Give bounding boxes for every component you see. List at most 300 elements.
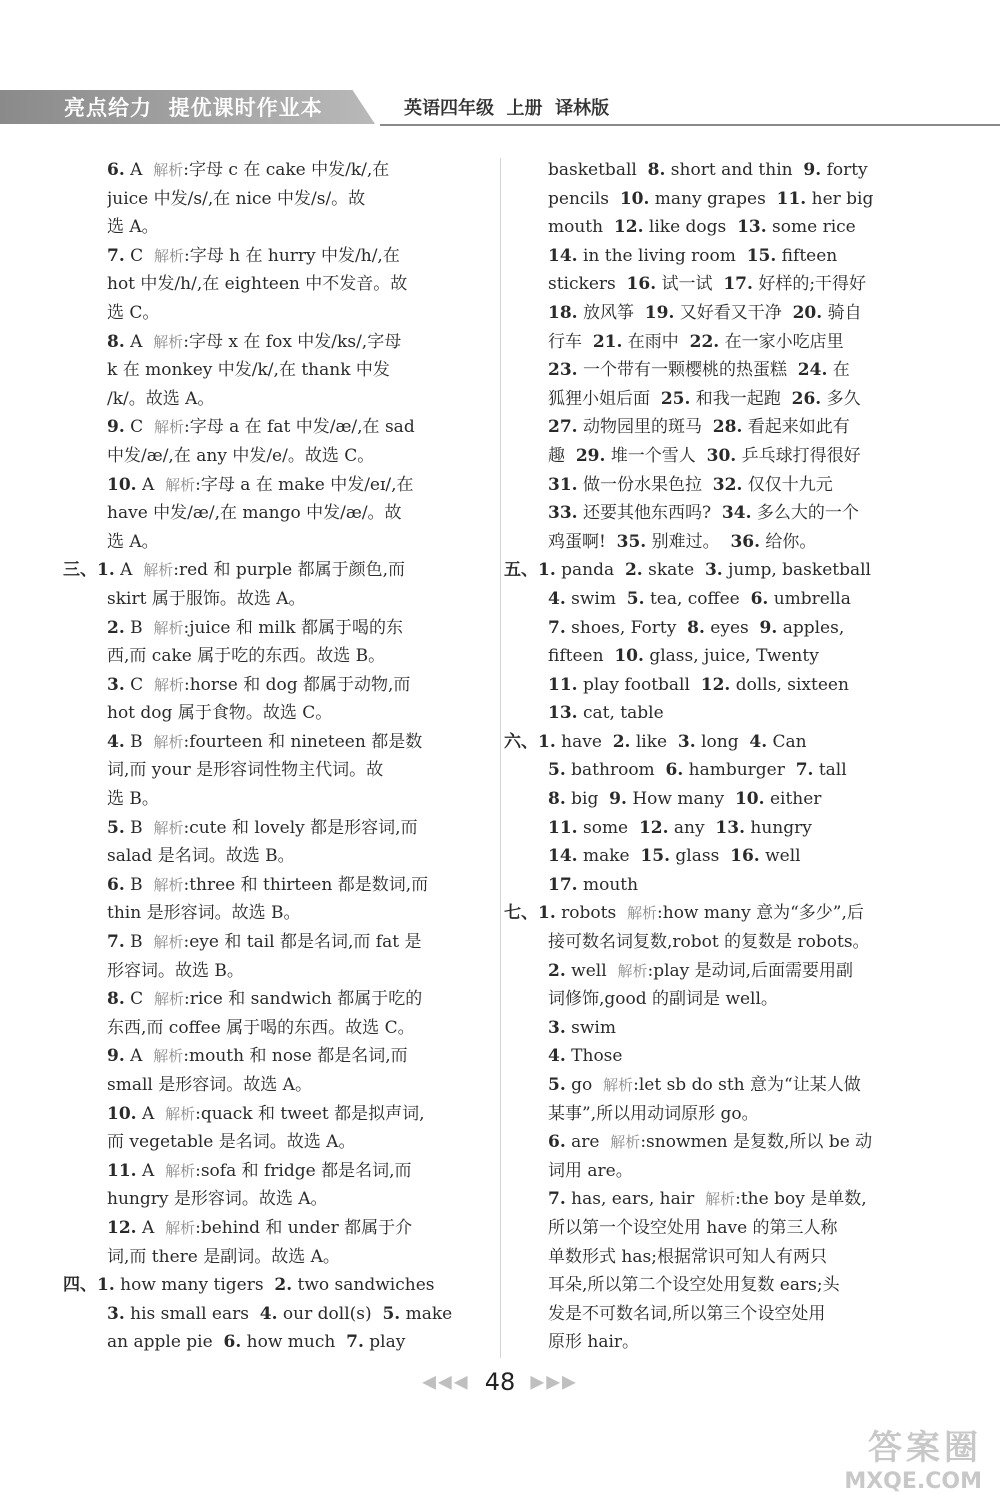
item-number: 5. (548, 760, 566, 781)
column-divider (500, 158, 501, 1358)
answer-text: 和我一起跑 (690, 388, 792, 409)
answer-text: :eye 和 tail 都是名词,而 fat 是 (183, 932, 422, 953)
answer-line (548, 185, 918, 214)
answer-text: his small ears (124, 1303, 260, 1324)
answer-text: 单数形式 has;根据常识可知人有两只 (548, 1246, 827, 1267)
item-number: 3. (107, 1303, 125, 1324)
answer-line (107, 413, 477, 442)
answer-text: skirt 属于服饰。故选 A。 (107, 588, 306, 609)
item-number: 32. (712, 474, 743, 495)
item-number: 5. (107, 817, 125, 838)
answer-text: How many (626, 789, 735, 810)
answer-text: B (124, 617, 154, 638)
answer-text: 别难过。 (646, 531, 731, 552)
answer-line (548, 385, 918, 414)
item-number: 6. (223, 1332, 242, 1353)
answer-line (107, 785, 477, 814)
answer-text: :let sb do sth 意为“让某人做 (633, 1075, 861, 1095)
answer-line (548, 1214, 918, 1243)
watermark-text: 答案圈 (868, 1428, 982, 1468)
answer-line (107, 842, 477, 871)
answer-text: 在 (827, 360, 850, 381)
answer-line (548, 642, 918, 671)
answer-text: two sandwiches (292, 1275, 435, 1296)
answer-text: 而 vegetable 是名词。故选 A。 (107, 1132, 356, 1153)
answer-text: short and thin (665, 160, 804, 180)
answer-line (107, 1243, 477, 1272)
item-number: 8. (107, 989, 125, 1010)
item-number: 16. (730, 846, 760, 867)
answer-text: salad 是名词。故选 B。 (107, 846, 295, 867)
answer-text: :字母 a 在 fat 中发/æ/,在 sad (183, 417, 415, 438)
item-number: 14. (548, 245, 578, 266)
answer-text: 中发/æ/,在 any 中发/e/。故选 C。 (107, 445, 375, 466)
answer-line (548, 1300, 918, 1329)
answer-text: :mouth 和 nose 都是名词,而 (183, 1046, 408, 1067)
answer-line (107, 671, 477, 700)
answer-text: any (668, 817, 716, 838)
answer-line (107, 1300, 477, 1329)
answer-line (107, 985, 477, 1014)
answer-text: A (136, 1160, 166, 1181)
item-number: 18. (548, 302, 578, 323)
analysis-tag: 解析 (705, 1190, 736, 1209)
answer-line (548, 1128, 918, 1157)
analysis-tag: 解析 (627, 904, 658, 923)
answer-text: 乒乓球打得很好 (736, 445, 861, 466)
answer-line (548, 871, 918, 900)
answer-text: fifteen (776, 245, 838, 266)
answer-text: make (400, 1303, 453, 1324)
answer-text: small 是形容词。故选 A。 (107, 1075, 312, 1095)
item-number: 4. (749, 731, 768, 752)
analysis-tag: 解析 (153, 732, 184, 751)
answer-line (107, 356, 477, 385)
item-number: 20. (792, 302, 823, 323)
answer-text: 仅仅十九元 (742, 474, 833, 495)
item-number: 12. (638, 817, 669, 838)
answer-text: play football (577, 674, 701, 695)
answer-text: hamburger (683, 760, 796, 781)
answer-text: eyes (704, 617, 760, 638)
item-number: 11. (107, 1160, 137, 1181)
item-number: 36. (730, 531, 761, 552)
page-header (0, 88, 1000, 128)
answer-text: swim (565, 1017, 616, 1038)
answer-text: an apple pie (107, 1332, 224, 1353)
answer-text: in the living room (577, 245, 747, 266)
answer-text: panda (555, 560, 625, 581)
analysis-tag: 解析 (617, 961, 648, 980)
answer-text: A (124, 1046, 154, 1067)
item-number: 2. (107, 617, 125, 638)
analysis-tag: 解析 (165, 1104, 196, 1123)
prev-arrows-icon: ◀◀◀ (422, 1371, 470, 1393)
answer-line (548, 699, 918, 728)
answer-text: hungry 是形容词。故选 A。 (107, 1189, 328, 1210)
item-number: 13. (548, 703, 578, 724)
answer-line (548, 785, 918, 814)
item-number: 5. (626, 588, 645, 609)
answer-text: 还要其他东西吗? (577, 503, 722, 524)
answer-line (548, 499, 918, 528)
item-number: 8. (548, 789, 566, 810)
answer-text: 词用 are。 (548, 1160, 633, 1181)
answer-text: well (565, 960, 618, 981)
answer-text: 做一份水果色拉 (577, 474, 713, 495)
item-number: 1. (97, 560, 115, 581)
answer-text: shoes, Forty (565, 617, 688, 638)
answer-text: go (565, 1075, 604, 1095)
item-number: 11. (776, 188, 807, 209)
answer-text: 选 A。 (107, 531, 159, 552)
answer-text: 在一家小吃店里 (719, 331, 844, 352)
answer-line (548, 356, 918, 385)
item-number: 7. (107, 245, 125, 266)
answer-text: B (124, 874, 154, 895)
answer-text: skate (642, 560, 705, 581)
item-number: 33. (548, 503, 578, 524)
answer-line (548, 1157, 918, 1186)
answer-text: :quack 和 tweet 都是拟声词, (195, 1103, 425, 1124)
answer-text: 堆一个雪人 (605, 445, 707, 466)
answer-line (548, 985, 918, 1014)
answer-text: either (764, 789, 822, 810)
answer-line (107, 699, 477, 728)
item-number: 6. (750, 588, 769, 609)
answer-line (548, 442, 918, 471)
item-number: 4. (548, 1046, 566, 1067)
answer-line (107, 442, 477, 471)
answer-text: :behind 和 under 都属于介 (195, 1217, 413, 1238)
answer-text: tea, coffee (644, 588, 751, 609)
answer-text: C (124, 989, 154, 1010)
item-number: 3. (548, 1017, 566, 1038)
item-number: 3. (107, 674, 125, 695)
answer-text: Those (565, 1046, 623, 1067)
item-number: 10. (619, 188, 650, 209)
answer-text: 骑自 (822, 302, 862, 323)
answer-text: C (124, 674, 154, 695)
answer-text: A (114, 560, 144, 581)
answer-line (107, 728, 477, 757)
answer-line (548, 1100, 918, 1129)
item-number: 5. (382, 1303, 401, 1324)
answer-text: hot 中发/h/,在 eighteen 中不发音。故 (107, 274, 408, 295)
item-number: 11. (548, 674, 578, 695)
item-number: 1. (97, 1275, 115, 1296)
answer-text: some (577, 817, 639, 838)
book-subtitle: 英语四年级 上册 译林版 (404, 98, 610, 119)
answer-text: :horse 和 dog 都属于动物,而 (183, 674, 411, 695)
answer-text: 词,而 there 是副词。故选 A。 (107, 1246, 340, 1267)
analysis-tag: 解析 (610, 1133, 641, 1152)
page-footer (0, 1368, 1000, 1408)
answer-text: basketball (548, 160, 648, 180)
answer-line (548, 1271, 918, 1300)
item-number: 9. (803, 160, 822, 180)
answer-line (107, 1128, 477, 1157)
answer-text: how much (241, 1332, 347, 1353)
item-number: 16. (626, 274, 657, 295)
item-number: 23. (548, 360, 578, 381)
answer-text: 看起来如此有 (742, 417, 850, 438)
answer-text: jump, basketball (722, 560, 871, 581)
analysis-tag: 解析 (153, 418, 184, 437)
analysis-tag: 解析 (143, 561, 174, 580)
answer-line (107, 756, 477, 785)
answer-line (504, 728, 918, 757)
answer-line (548, 328, 918, 357)
answer-text: :the boy 是单数, (735, 1189, 867, 1210)
section-number: 四、 (63, 1275, 97, 1296)
book-title: 亮点给力 提优课时作业本 (64, 96, 323, 120)
answer-text: fifteen (548, 646, 615, 667)
answer-text: some rice (766, 217, 856, 238)
item-number: 11. (548, 817, 578, 838)
answer-line (548, 1243, 918, 1272)
answer-line (107, 242, 477, 271)
item-number: 2. (624, 560, 643, 581)
answer-line (107, 899, 477, 928)
answer-text: :snowmen 是复数,所以 be 动 (640, 1132, 873, 1153)
section-number: 五、 (504, 560, 538, 581)
left-column (63, 156, 477, 1357)
answer-line (548, 1328, 918, 1357)
answer-text: 行车 (548, 331, 593, 352)
item-number: 12. (700, 674, 731, 695)
item-number: 19. (644, 302, 675, 323)
item-number: 9. (107, 417, 125, 438)
item-number: 7. (548, 617, 566, 638)
answer-text: her big (806, 188, 874, 209)
answer-text: 词,而 your 是形容词性物主代词。故 (107, 760, 384, 781)
item-number: 10. (734, 789, 765, 810)
item-number: 7. (346, 1332, 364, 1353)
answer-text: make (577, 846, 641, 867)
answer-text: 某事”,所以用动词原形 go。 (548, 1103, 759, 1124)
answer-text: mouth (577, 874, 639, 895)
answer-line (548, 156, 918, 185)
answer-text: :字母 a 在 make 中发/eɪ/,在 (195, 474, 414, 495)
analysis-tag: 解析 (153, 1047, 184, 1066)
item-number: 21. (592, 331, 623, 352)
answer-text: 选 C。 (107, 302, 160, 323)
answer-line (504, 899, 918, 928)
analysis-tag: 解析 (165, 1218, 196, 1237)
answer-text: 试一试 (656, 274, 724, 295)
answer-line (107, 528, 477, 557)
answer-line (548, 585, 918, 614)
item-number: 2. (548, 960, 566, 981)
item-number: 10. (614, 646, 644, 667)
answer-text: 选 B。 (107, 789, 159, 810)
answer-text: glass (670, 846, 731, 867)
answer-line (548, 1071, 918, 1100)
item-number: 6. (107, 160, 125, 180)
answer-line (63, 556, 477, 585)
analysis-tag: 解析 (153, 818, 184, 837)
answer-line (107, 614, 477, 643)
section-number: 七、 (504, 903, 538, 924)
item-number: 4. (548, 588, 566, 609)
answer-text: our doll(s) (277, 1303, 383, 1324)
answer-text: 给你。 (760, 531, 817, 552)
item-number: 26. (791, 388, 822, 409)
answer-text: 多么大的一个 (751, 503, 859, 524)
item-number: 25. (660, 388, 691, 409)
answer-text: like dogs (643, 217, 738, 238)
item-number: 9. (107, 1046, 125, 1067)
answer-line (107, 328, 477, 357)
watermark-url: MXQE.COM (844, 1469, 982, 1494)
answer-text: have 中发/æ/,在 mango 中发/æ/。故 (107, 503, 402, 524)
item-number: 10. (107, 474, 137, 495)
answer-text: 多久 (821, 388, 861, 409)
answer-line (107, 814, 477, 843)
answer-line (107, 1157, 477, 1186)
answer-text: hot dog 属于食物。故选 C。 (107, 703, 333, 724)
item-number: 34. (721, 503, 752, 524)
answer-line (107, 642, 477, 671)
answer-line (107, 471, 477, 500)
analysis-tag: 解析 (153, 990, 184, 1009)
item-number: 17. (548, 874, 578, 895)
answer-text: A (136, 1217, 166, 1238)
answer-line (107, 499, 477, 528)
item-number: 1. (538, 903, 556, 924)
answer-line (107, 1042, 477, 1071)
answer-text: many grapes (649, 188, 777, 209)
answer-line (63, 1271, 477, 1300)
answer-text: hungry (745, 817, 812, 838)
item-number: 4. (259, 1303, 278, 1324)
item-number: 7. (107, 932, 125, 953)
answer-text: k 在 monkey 中发/k/,在 thank 中发 (107, 360, 390, 381)
item-number: 4. (107, 731, 125, 752)
answer-text: :字母 h 在 hurry 中发/h/,在 (183, 245, 400, 266)
item-number: 7. (795, 760, 814, 781)
section-number: 六、 (504, 731, 538, 752)
analysis-tag: 解析 (153, 332, 184, 351)
answer-line (548, 814, 918, 843)
answer-line (107, 385, 477, 414)
item-number: 2. (612, 731, 631, 752)
item-number: 8. (107, 331, 125, 352)
answer-text: 所以第一个设空处用 have 的第三人称 (548, 1217, 838, 1238)
answer-line (548, 1042, 918, 1071)
answer-text: B (124, 932, 154, 953)
item-number: 5. (548, 1075, 566, 1095)
answer-text: well (759, 846, 801, 867)
answer-text: mouth (548, 217, 614, 238)
analysis-tag: 解析 (153, 161, 184, 179)
answer-line (548, 957, 918, 986)
analysis-tag: 解析 (153, 246, 184, 265)
answer-text: 接可数名词复数,robot 的复数是 robots。 (548, 932, 870, 953)
item-number: 2. (274, 1275, 293, 1296)
analysis-tag: 解析 (603, 1076, 634, 1094)
answer-text: :字母 c 在 cake 中发/k/,在 (183, 160, 390, 180)
answer-text: 东西,而 coffee 属于喝的东西。故选 C。 (107, 1017, 415, 1038)
answer-text: 放风筝 (577, 302, 645, 323)
answer-line (107, 1014, 477, 1043)
item-number: 12. (107, 1217, 137, 1238)
answer-text: cat, table (577, 703, 664, 724)
right-column (504, 156, 918, 1357)
answer-line (548, 413, 918, 442)
answer-line (548, 213, 918, 242)
answer-text: 趣 (548, 445, 576, 466)
item-number: 3. (704, 560, 723, 581)
answer-text: long (695, 731, 750, 752)
item-number: 30. (706, 445, 737, 466)
answer-text: 又好看又干净 (674, 302, 793, 323)
answer-text: tall (813, 760, 847, 781)
answer-text: stickers (548, 274, 627, 295)
item-number: 1. (538, 731, 556, 752)
answer-line (548, 671, 918, 700)
answer-line (107, 957, 477, 986)
item-number: 27. (548, 417, 578, 438)
answer-text: C (124, 417, 154, 438)
item-number: 1. (538, 560, 556, 581)
answer-line (107, 871, 477, 900)
answer-text: :juice 和 milk 都属于喝的东 (183, 617, 403, 638)
item-number: 6. (665, 760, 684, 781)
answer-text: bathroom (565, 760, 666, 781)
next-arrows-icon: ▶▶▶ (530, 1371, 578, 1393)
analysis-tag: 解析 (153, 933, 184, 952)
item-number: 12. (613, 217, 644, 238)
page-number: 48 (484, 1368, 516, 1396)
analysis-tag: 解析 (153, 875, 184, 894)
answer-text: 词修饰,good 的副词是 well。 (548, 989, 778, 1010)
answer-text: C (124, 245, 154, 266)
answer-line (548, 842, 918, 871)
answer-text: A (136, 474, 166, 495)
answer-text: 形容词。故选 B。 (107, 960, 244, 981)
answer-line (548, 299, 918, 328)
answer-text: robots (555, 903, 627, 924)
answer-text: Can (767, 731, 807, 752)
analysis-tag: 解析 (153, 675, 184, 694)
answer-line (548, 528, 918, 557)
item-number: 8. (647, 160, 666, 180)
answer-line (548, 471, 918, 500)
answer-text: :three 和 thirteen 都是数词,而 (183, 874, 429, 895)
answer-text: A (124, 160, 154, 180)
answer-text: :fourteen 和 nineteen 都是数 (183, 731, 423, 752)
item-number: 10. (107, 1103, 137, 1124)
answer-line (504, 556, 918, 585)
answer-text: 鸡蛋啊! (548, 531, 617, 552)
answer-line (107, 1214, 477, 1243)
item-number: 17. (723, 274, 753, 295)
answer-text: 选 A。 (107, 217, 159, 238)
answer-line (548, 1014, 918, 1043)
answer-line (548, 756, 918, 785)
answer-text: juice 中发/s/,在 nice 中发/s/。故 (107, 188, 366, 209)
answer-text: :play 是动词,后面需要用副 (647, 960, 854, 981)
answer-line (107, 1185, 477, 1214)
answer-text: 发是不可数名词,所以第三个设空处用 (548, 1303, 826, 1324)
answer-text: 好样的;干得好 (752, 274, 867, 295)
answer-text: :red 和 purple 都属于颜色,而 (173, 560, 406, 581)
answer-text: glass, juice, Twenty (643, 646, 819, 667)
answer-text: 一个带有一颗樱桃的热蛋糕 (577, 360, 798, 381)
answer-line (548, 928, 918, 957)
